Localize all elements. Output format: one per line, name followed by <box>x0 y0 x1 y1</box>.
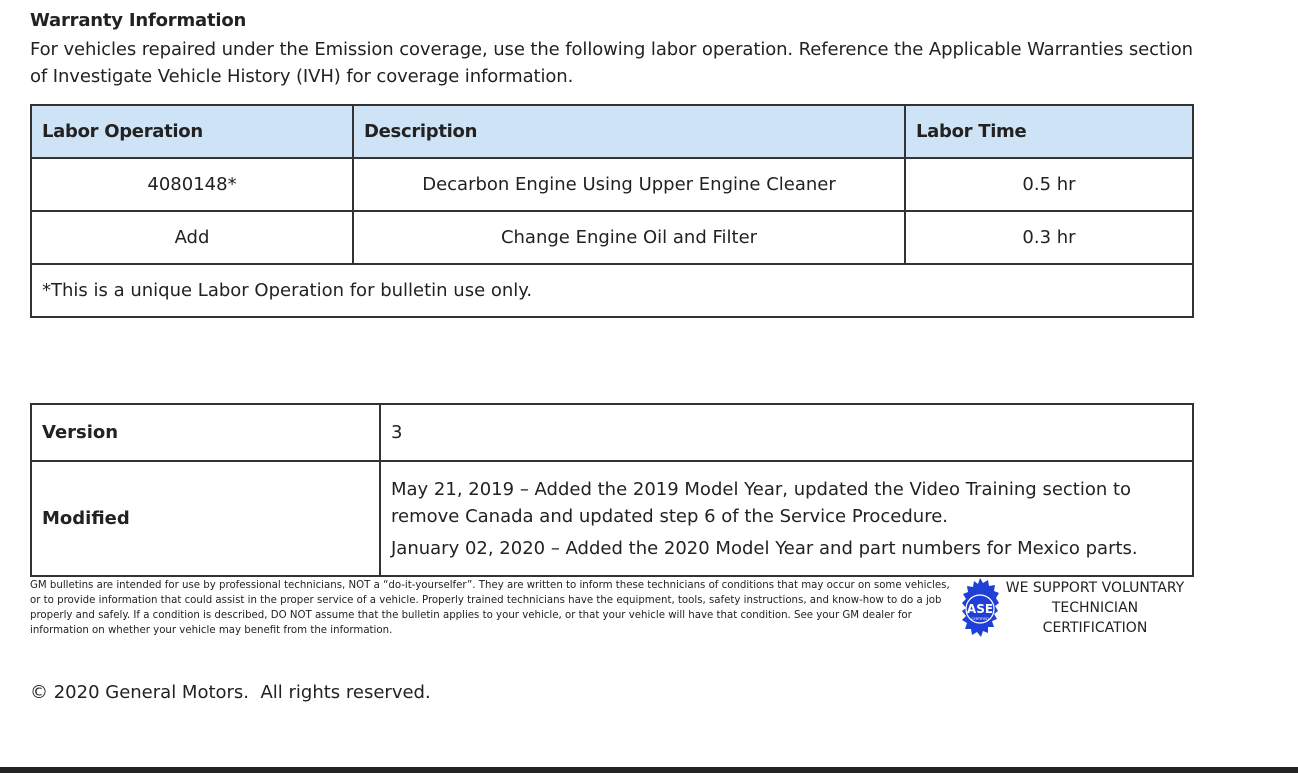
table-row <box>31 211 1193 264</box>
labor-operation-cell: Add <box>31 211 353 264</box>
section-title: Warranty Information <box>30 10 247 31</box>
description-cell: Change Engine Oil and Filter <box>353 211 905 264</box>
modified-entry: January 02, 2020 – Added the 2020 Model Year and part numbers for Mexico parts. <box>391 537 1138 559</box>
table-row <box>31 158 1193 211</box>
ase-logo-subtext: CERTIFIED <box>971 617 989 621</box>
warranty-intro: For vehicles repaired under the Emission coverage, use the following labor operation. Reference the Applicable Warranties section of Investigate Vehicle History (IVH) for coverage information. <box>30 39 1193 87</box>
ase-support-line: TECHNICIAN <box>1051 600 1139 616</box>
column-header-labor-time: Labor Time <box>905 105 1193 158</box>
description-cell: Decarbon Engine Using Upper Engine Cleaner <box>353 158 905 211</box>
table-header-row <box>31 105 1193 158</box>
labor-operation-table <box>30 104 1194 318</box>
ase-certified-logo-icon <box>960 577 1000 645</box>
modified-label: Modified <box>31 461 380 576</box>
table-note-row <box>31 264 1193 317</box>
ase-logo-text: ASE <box>966 602 994 616</box>
labor-operation-note: *This is a unique Labor Operation for bulletin use only. <box>31 264 1193 317</box>
version-value: 3 <box>380 404 1193 461</box>
copyright: © 2020 General Motors. All rights reserved. <box>30 682 431 703</box>
modified-entry: May 21, 2019 – Added the 2019 Model Year, updated the Video Training section to remove Canada and updated step 6 of the Service Procedure. <box>391 478 1132 527</box>
column-header-labor-operation: Labor Operation <box>31 105 353 158</box>
labor-operation-cell: 4080148* <box>31 158 353 211</box>
column-header-description: Description <box>353 105 905 158</box>
version-table <box>30 403 1194 577</box>
modified-entries <box>380 461 1193 576</box>
version-label: Version <box>31 404 380 461</box>
labor-time-cell: 0.3 hr <box>905 211 1193 264</box>
footer-bar <box>0 767 1298 773</box>
ase-support-text <box>1000 578 1190 638</box>
gm-disclaimer: GM bulletins are intended for use by professional technicians, NOT a “do-it-yourselfer”. They are written to inform these technicians of conditions that may occur on some vehicles, or to provide information that could assist in the proper service of a vehicle. Properly trained technicians have the equipment, tools, safety instructions, and know-how to do a job properly and safely. If a condition is described, DO NOT assume that the bulletin applies to your vehicle, or that your vehicle will have that condition. See your GM dealer for information on whether your vehicle may benefit from the information. <box>30 580 950 636</box>
ase-support-line: CERTIFICATION <box>1042 620 1148 636</box>
labor-time-cell: 0.5 hr <box>905 158 1193 211</box>
modified-row <box>31 461 1193 576</box>
version-row <box>31 404 1193 461</box>
ase-support-line: WE SUPPORT VOLUNTARY <box>1005 580 1185 596</box>
